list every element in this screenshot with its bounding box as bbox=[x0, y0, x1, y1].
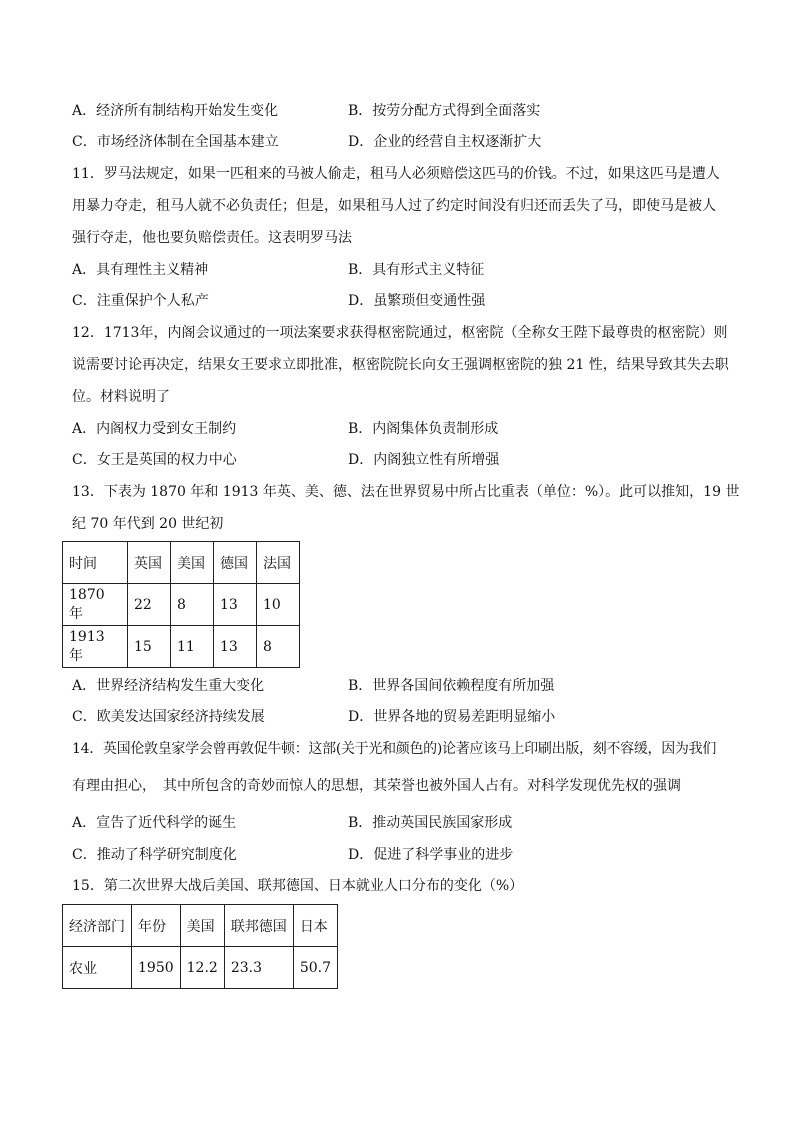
table-header-row bbox=[63, 905, 338, 947]
q11-option-d[interactable]: D．虽繁琐但变通性强 bbox=[348, 293, 486, 309]
q12-option-c[interactable]: C．女王是英国的权力中心 bbox=[72, 452, 237, 468]
q14-option-row-2 bbox=[72, 845, 732, 865]
q10-option-a[interactable]: A．经济所有制结构开始发生变化 bbox=[72, 103, 279, 119]
q13-option-row-2 bbox=[72, 707, 732, 727]
q12-stem-line-2: 说需要讨论再决定，结果女王要求立即批准，枢密院院长向女王强调枢密院的独 21 性，结果导致其失去职 bbox=[72, 357, 729, 373]
q10-option-b[interactable]: B．按劳分配方式得到全面落实 bbox=[348, 103, 541, 119]
q12-option-row-1 bbox=[72, 419, 732, 439]
table-header-cell: 时间 bbox=[63, 542, 128, 584]
q14-option-c[interactable]: C．推动了科学研究制度化 bbox=[72, 847, 237, 863]
table-header-cell: 法国 bbox=[257, 542, 300, 584]
q14-stem-line-1: 14．英国伦敦皇家学会曾再敦促牛顿：这部(关于光和颜色的)论著应该马上印刷出版，刻不容缓，因为我们 bbox=[72, 741, 717, 757]
q13-option-row-1 bbox=[72, 676, 732, 696]
table-cell: 22 bbox=[128, 584, 171, 626]
q12-stem-line-3: 位。材料说明了 bbox=[72, 389, 170, 405]
q10-option-d[interactable]: D．企业的经营自主权逐渐扩大 bbox=[348, 134, 542, 150]
q10-option-row-2 bbox=[72, 132, 732, 152]
table-cell: 13 bbox=[214, 584, 257, 626]
q11-option-a[interactable]: A．具有理性主义精神 bbox=[72, 262, 209, 278]
table-header-cell: 美国 bbox=[171, 542, 214, 584]
q11-stem-line-3: 强行夺走，他也要负赔偿责任。这表明罗马法 bbox=[72, 230, 352, 246]
q13-option-b[interactable]: B．世界各国间依赖程度有所加强 bbox=[348, 678, 555, 694]
table-header-row bbox=[63, 542, 300, 584]
q13-trade-share-table bbox=[62, 541, 300, 668]
q12-option-a[interactable]: A．内阁权力受到女王制约 bbox=[72, 421, 237, 437]
q11-option-row-2 bbox=[72, 291, 732, 311]
table-header-cell: 英国 bbox=[128, 542, 171, 584]
table-cell: 1950 bbox=[132, 947, 181, 989]
table-header-cell: 美国 bbox=[180, 905, 224, 947]
table-cell: 13 bbox=[214, 626, 257, 668]
table-cell: 1870 年 bbox=[63, 584, 128, 626]
table-header-cell: 日本 bbox=[293, 905, 337, 947]
q13-option-a[interactable]: A．世界经济结构发生重大变化 bbox=[72, 678, 265, 694]
table-cell: 农业 bbox=[63, 947, 132, 989]
q13-stem-line-1: 13．下表为 1870 年和 1913 年英、美、德、法在世界贸易中所占比重表（单位：%）。此可以推知，19 世 bbox=[72, 484, 740, 500]
table-header-cell: 经济部门 bbox=[63, 905, 132, 947]
q14-option-d[interactable]: D．促进了科学事业的进步 bbox=[348, 847, 514, 863]
q14-option-b[interactable]: B．推动英国民族国家形成 bbox=[348, 815, 513, 831]
q11-option-b[interactable]: B．具有形式主义特征 bbox=[348, 262, 485, 278]
q14-stem-line-2: 有理由担心， 其中所包含的奇妙而惊人的思想，其荣誉也被外国人占有。对科学发现优先权的强调 bbox=[72, 778, 681, 794]
q11-option-row-1 bbox=[72, 260, 732, 280]
q12-option-row-2 bbox=[72, 450, 732, 470]
q14-option-row-1 bbox=[72, 813, 732, 833]
q12-stem-line-1: 12．1713年，内阁会议通过的一项法案要求获得枢密院通过，枢密院（全称女王陛下最尊贵的枢密院）则 bbox=[72, 325, 728, 341]
q10-option-c[interactable]: C．市场经济体制在全国基本建立 bbox=[72, 134, 279, 150]
q11-stem-line-1: 11．罗马法规定，如果一匹租来的马被人偷走，租马人必须赔偿这匹马的价钱。不过，如果这匹马是遭人 bbox=[72, 166, 720, 182]
table-cell: 50.7 bbox=[293, 947, 337, 989]
q11-option-c[interactable]: C．注重保护个人私产 bbox=[72, 293, 209, 309]
q11-stem-line-2: 用暴力夺走，租马人就不必负责任；但是，如果租马人过了约定时间没有归还而丢失了马，即使马是被人 bbox=[72, 198, 716, 214]
q15-employment-table bbox=[62, 904, 338, 989]
table-row bbox=[63, 947, 338, 989]
table-cell: 8 bbox=[171, 584, 214, 626]
q15-stem-line-1: 15．第二次世界大战后美国、联邦德国、日本就业人口分布的变化（%） bbox=[72, 878, 524, 894]
q12-option-d[interactable]: D．内阁独立性有所增强 bbox=[348, 452, 500, 468]
table-header-cell: 年份 bbox=[132, 905, 181, 947]
table-header-cell: 联邦德国 bbox=[224, 905, 293, 947]
q14-option-a[interactable]: A．宣告了近代科学的诞生 bbox=[72, 815, 237, 831]
table-cell: 8 bbox=[257, 626, 300, 668]
table-row bbox=[63, 584, 300, 626]
table-cell: 1913 年 bbox=[63, 626, 128, 668]
q13-option-d[interactable]: D．世界各地的贸易差距明显缩小 bbox=[348, 709, 556, 725]
q12-option-b[interactable]: B．内阁集体负责制形成 bbox=[348, 421, 499, 437]
q10-option-row-1 bbox=[72, 101, 732, 121]
table-cell: 15 bbox=[128, 626, 171, 668]
table-cell: 11 bbox=[171, 626, 214, 668]
q13-option-c[interactable]: C．欧美发达国家经济持续发展 bbox=[72, 709, 265, 725]
table-header-cell: 德国 bbox=[214, 542, 257, 584]
q13-stem-line-2: 纪 70 年代到 20 世纪初 bbox=[72, 516, 224, 532]
table-cell: 12.2 bbox=[180, 947, 224, 989]
table-cell: 10 bbox=[257, 584, 300, 626]
table-cell: 23.3 bbox=[224, 947, 293, 989]
table-row bbox=[63, 626, 300, 668]
